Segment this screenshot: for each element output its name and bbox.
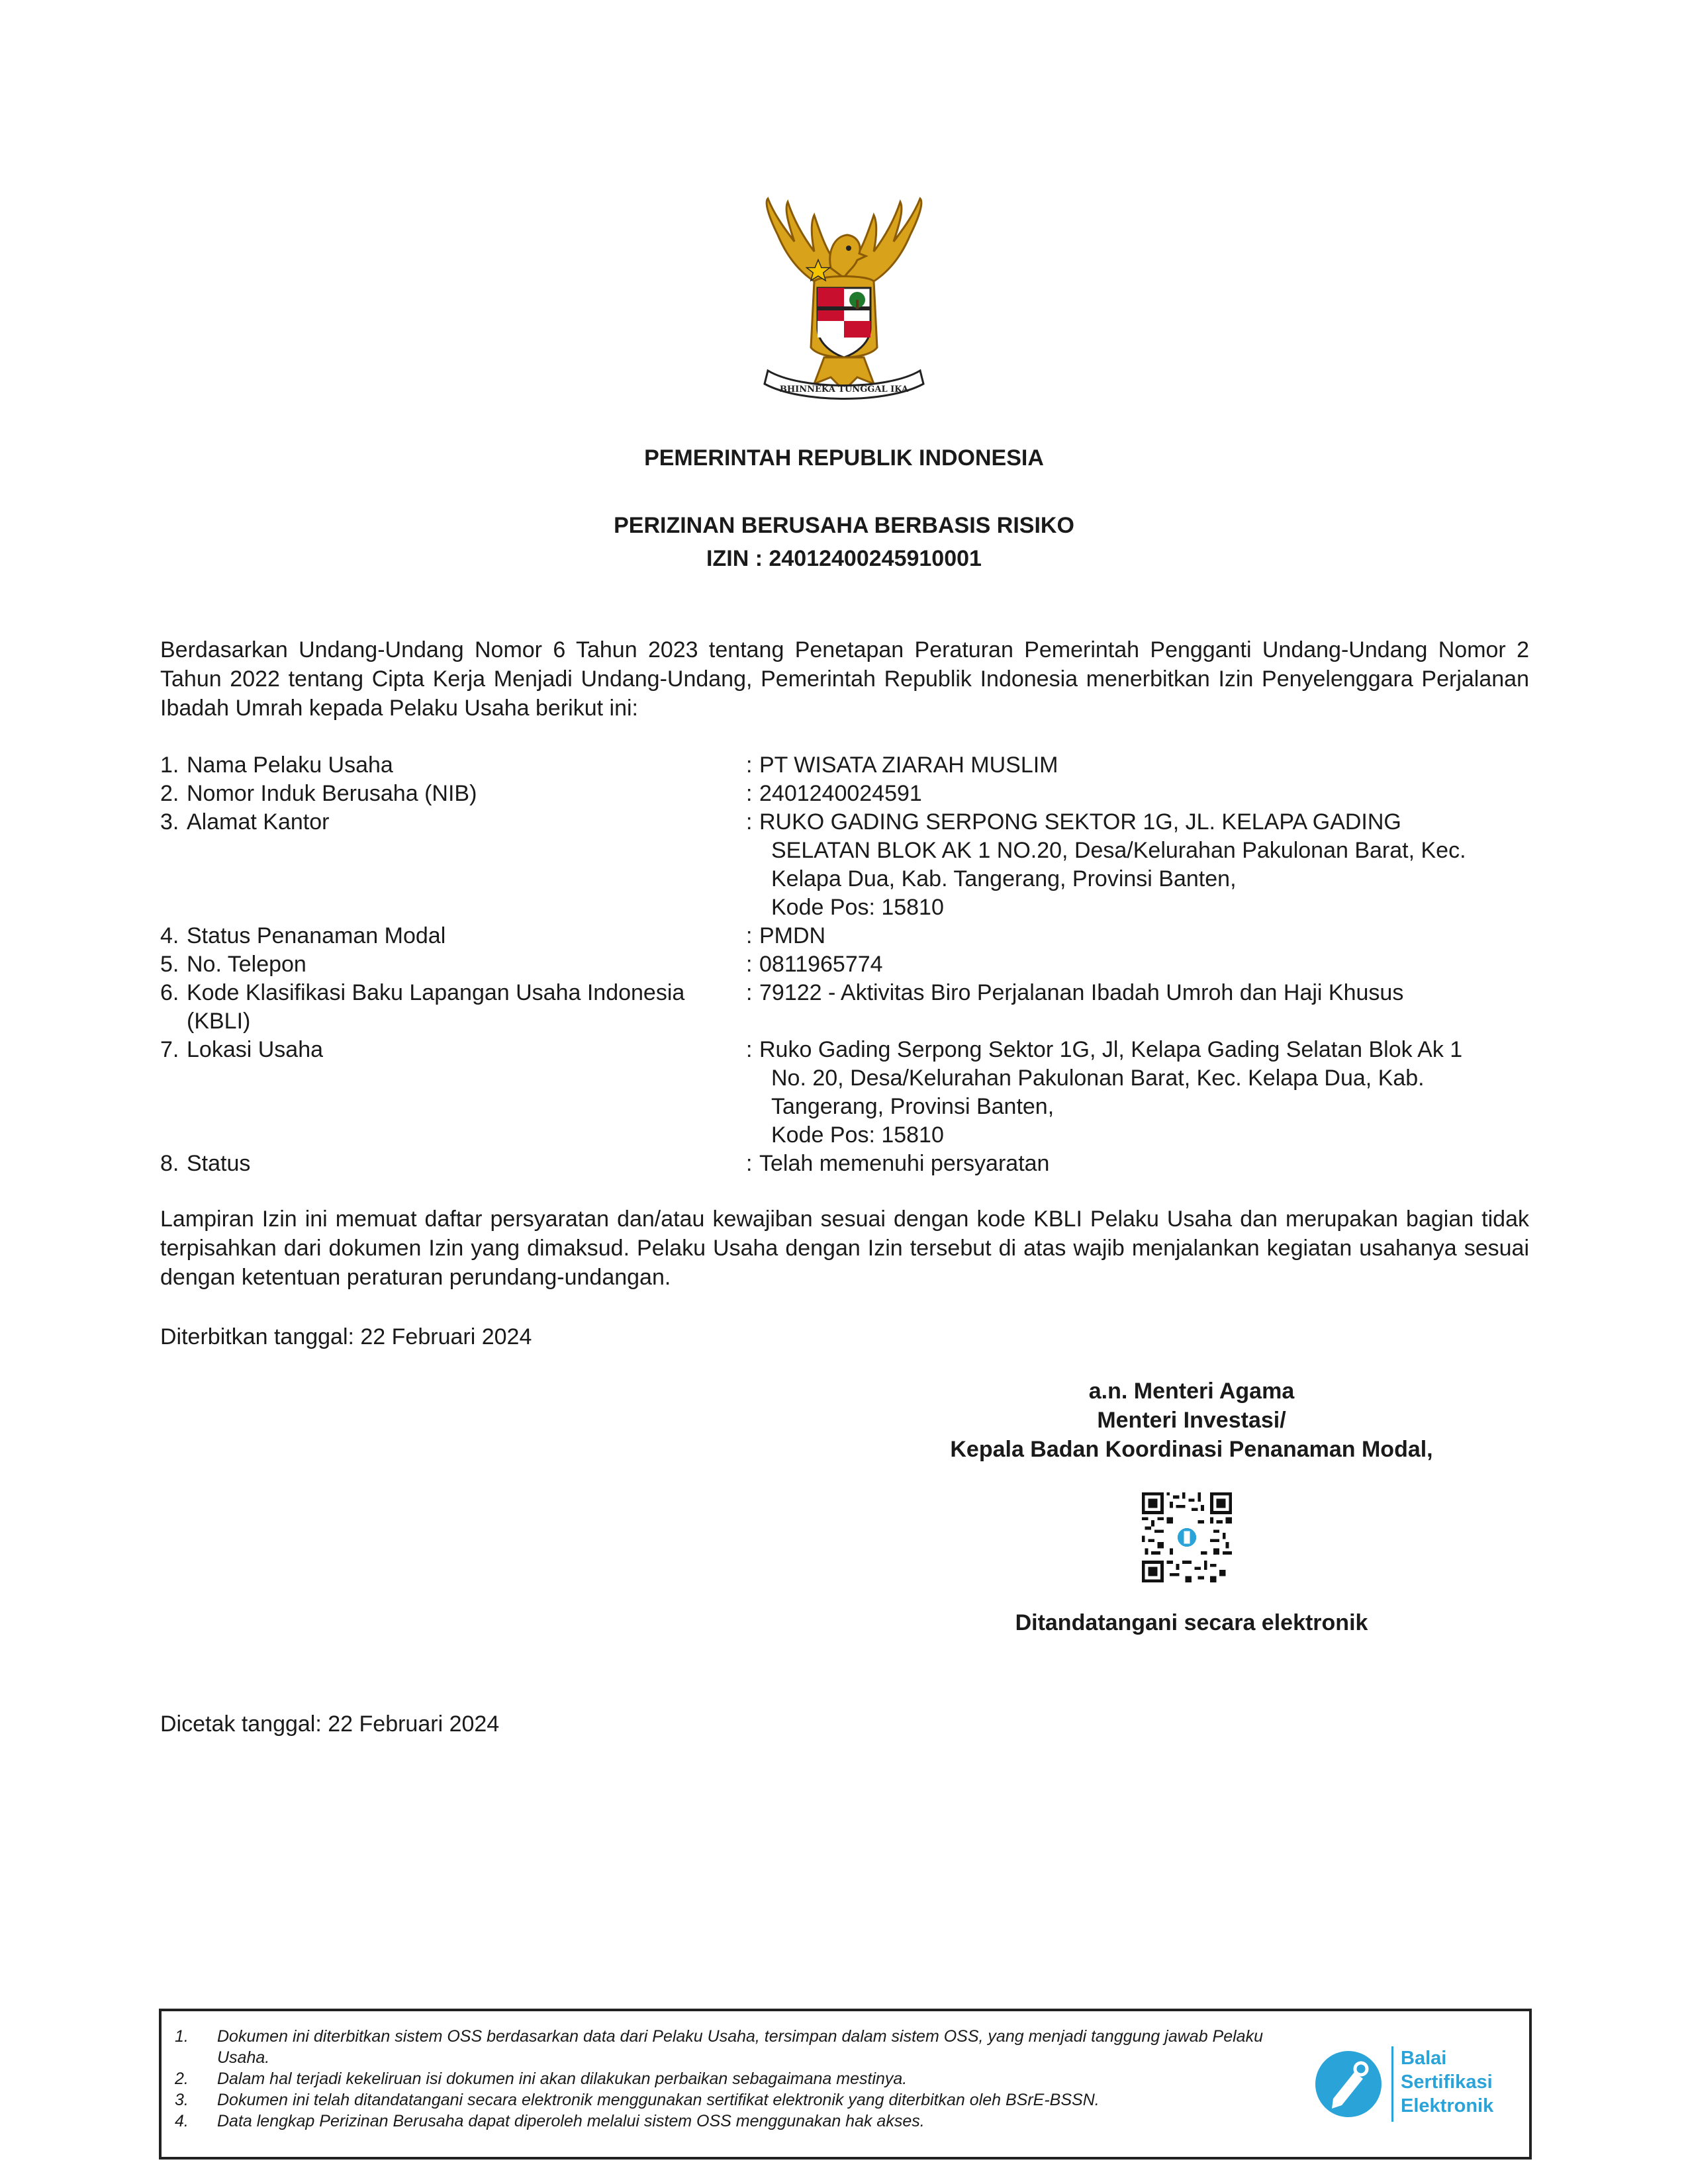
signatory-block — [914, 1377, 1470, 1464]
item-value: 2401240024591 — [759, 781, 922, 806]
signatory-line-2: Menteri Investasi/ — [1097, 1408, 1286, 1433]
item-label: Kode Klasifikasi Baku Lapangan Usaha Indonesia — [187, 980, 685, 1005]
svg-text:BHINNEKA TUNGGAL IKA: BHINNEKA TUNGGAL IKA — [779, 385, 909, 394]
item-value: 79122 - Aktivitas Biro Perjalanan Ibadah Umroh dan Haji Khusus — [759, 980, 1404, 1005]
item-number: 6. — [160, 980, 179, 1005]
item-colon: : — [746, 809, 753, 835]
printed-date: Dicetak tanggal: 22 Februari 2024 — [160, 1711, 500, 1737]
detail-row-kbli — [160, 979, 1529, 1036]
item-number: 2. — [160, 781, 179, 806]
item-label: Status Penanaman Modal — [187, 923, 446, 948]
item-colon: : — [746, 1151, 753, 1176]
item-label: Nama Pelaku Usaha — [187, 752, 393, 778]
annex-paragraph: Lampiran Izin ini memuat daftar persyaratan dan/atau kewajiban sesuai dengan kode KBLI Pelaku Usaha dan merupakan bagian tidak terpisahkan dari dokumen Izin yang dimaksud. Pelaku Usaha dengan Izin tersebut di atas wajib menjalankan kegiatan usahanya sesuai dengan ketentuan peraturan perundang-undangan. — [160, 1206, 1529, 1290]
footer-note: 1. Dokumen ini diterbitkan sistem OSS berdasarkan data dari Pelaku Usaha, tersimpan dalam sistem OSS, yang menjadi tanggung jawab Pelaku Usaha. — [175, 2027, 1263, 2067]
footer-note: 2. Dalam hal terjadi kekeliruan isi dokumen ini akan dilakukan perbaikan sebagaimana mestinya. — [175, 2070, 908, 2088]
document-title: PERIZINAN BERUSAHA BERBASIS RISIKO — [614, 513, 1074, 538]
item-label-continued: (KBLI) — [187, 1009, 251, 1034]
footer-notes-list — [175, 2026, 1313, 2132]
detail-row-business-location — [160, 1036, 1529, 1150]
item-label: No. Telepon — [187, 952, 306, 977]
item-value: 0811965774 — [759, 952, 883, 977]
item-colon: : — [746, 952, 753, 977]
item-value: Ruko Gading Serpong Sektor 1G, Jl, Kelapa Gading Selatan Blok Ak 1 No. 20, Desa/Kelurahan Pakulonan Barat, Kec. Kelapa Dua, Kab. Tangerang, Provinsi Banten, Kode Pos: 15810 — [759, 1037, 1463, 1148]
detail-row-investment-status — [160, 922, 1529, 950]
detail-row-office-address — [160, 808, 1529, 922]
signatory-line-3: Kepala Badan Koordinasi Penanaman Modal, — [950, 1437, 1433, 1462]
item-value: PT WISATA ZIARAH MUSLIM — [759, 752, 1058, 778]
garuda-emblem-icon — [748, 195, 940, 407]
item-colon: : — [746, 752, 753, 778]
item-number: 3. — [160, 809, 179, 835]
item-number: 7. — [160, 1037, 179, 1062]
footer-notes-box — [159, 2009, 1532, 2160]
item-label: Alamat Kantor — [187, 809, 330, 835]
detail-row-phone — [160, 950, 1529, 979]
item-number: 4. — [160, 923, 179, 948]
item-value: Telah memenuhi persyaratan — [759, 1151, 1050, 1176]
item-number: 1. — [160, 752, 179, 778]
item-number: 8. — [160, 1151, 179, 1176]
item-value: PMDN — [759, 923, 826, 948]
footer-note: 4. Data lengkap Perizinan Berusaha dapat diperoleh melalui sistem OSS menggunakan hak akses. — [175, 2112, 925, 2130]
government-heading: PEMERINTAH REPUBLIK INDONESIA — [644, 445, 1044, 471]
bsre-logo — [1313, 2041, 1512, 2127]
qr-code-icon — [1142, 1492, 1232, 1582]
intro-paragraph: Berdasarkan Undang-Undang Nomor 6 Tahun 2023 tentang Penetapan Peraturan Pemerintah Pengganti Undang-Undang Nomor 2 Tahun 2022 tentang Cipta Kerja Menjadi Undang-Undang, Pemerintah Republik Indonesia menerbitkan Izin Penyelenggara Perjalanan Ibadah Umrah kepada Pelaku Usaha berikut ini: — [160, 637, 1529, 721]
item-label: Lokasi Usaha — [187, 1037, 324, 1062]
item-value: RUKO GADING SERPONG SEKTOR 1G, JL. KELAPA GADING SELATAN BLOK AK 1 NO.20, Desa/Kelurahan Pakulonan Barat, Kec. Kelapa Dua, Kab. Tangerang, Provinsi Banten, Kode Pos: 15810 — [759, 809, 1466, 920]
item-number: 5. — [160, 952, 179, 977]
bsre-wordmark: Balai Sertifikasi Elektronik — [1401, 2048, 1494, 2116]
item-label: Status — [187, 1151, 251, 1176]
electronic-signature-note: Ditandatangani secara elektronik — [1015, 1610, 1368, 1635]
detail-row-name — [160, 751, 1529, 780]
item-colon: : — [746, 923, 753, 948]
item-label: Nomor Induk Berusaha (NIB) — [187, 781, 477, 806]
detail-row-nib — [160, 780, 1529, 808]
detail-row-status — [160, 1150, 1529, 1178]
business-details-list — [160, 751, 1529, 1178]
bsre-divider — [1391, 2046, 1393, 2122]
signatory-line-1: a.n. Menteri Agama — [1088, 1379, 1295, 1404]
bsre-pen-icon — [1313, 2049, 1383, 2119]
permit-number: IZIN : 24012400245910001 — [706, 546, 982, 571]
item-colon: : — [746, 980, 753, 1005]
item-colon: : — [746, 781, 753, 806]
item-colon: : — [746, 1037, 753, 1062]
footer-note: 3. Dokumen ini telah ditandatangani secara elektronik menggunakan sertifikat elektronik yang diterbitkan oleh BSrE-BSSN. — [175, 2091, 1100, 2109]
issued-date: Diterbitkan tanggal: 22 Februari 2024 — [160, 1324, 532, 1349]
